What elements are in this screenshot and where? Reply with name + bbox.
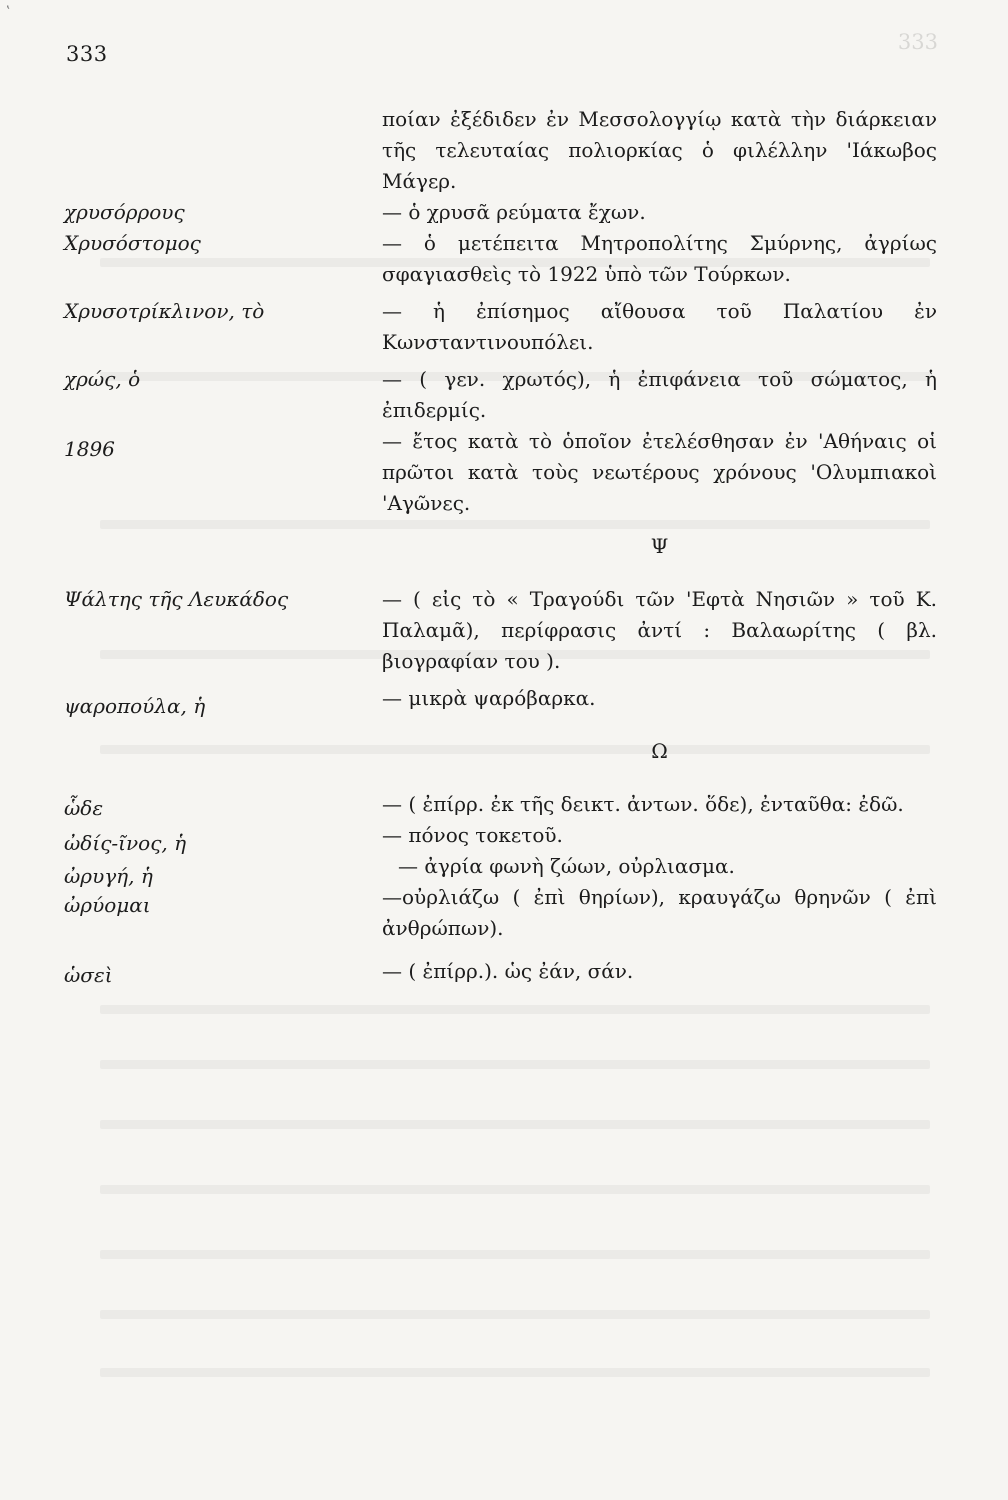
term: ὡσεὶ [64, 963, 113, 987]
glossary-entry [0, 426, 1008, 519]
glossary-entry [0, 683, 1008, 718]
term: χρώς, ὁ [64, 367, 141, 391]
glossary-entry-continuation [0, 104, 1008, 197]
glossary-entry [0, 789, 1008, 820]
show-through-line [100, 1310, 930, 1319]
definition: — ( γεν. χρωτός), ἡ ἐπιφάνεια τοῦ σώματος, ἡ ἐπιδερμίς. [382, 367, 937, 422]
section-letter-psi: Ψ [650, 534, 669, 558]
corner-mark: ‛ [6, 4, 11, 20]
show-through-line [100, 1368, 930, 1377]
definition: — ἔτος κατὰ τὸ ὁποῖον ἐτελέσθησαν ἐν 'Αθήναις οἱ πρῶτοι κατὰ τοὺς νεωτέρους χρόνους 'Ολυμπιακοὶ 'Αγῶνες. [382, 429, 937, 515]
definition: — ( εἰς τὸ « Τραγούδι τῶν 'Εφτὰ Νησιῶν » τοῦ Κ. Παλαμᾶ), περίφρασις ἀντί : Βαλαωρίτης ( βλ. βιογραφίαν του ). [382, 587, 937, 673]
definition: — ἀγρία φωνὴ ζώων, οὐρλιασμα. [398, 854, 735, 878]
term: 1896 [64, 437, 115, 461]
glossary-entry [0, 851, 1008, 888]
glossary-entry [0, 956, 1008, 987]
term: ὠρυγή, ἡ [64, 864, 153, 888]
glossary-content [0, 104, 1008, 987]
definition: — μικρὰ ψαρόβαρκα. [382, 686, 596, 710]
show-through-line [100, 1250, 930, 1259]
definition: — ( ἐπίρρ. ἐκ τῆς δεικτ. ἀντων. ὅδε), ἐνταῦθα: ἐδῶ. [382, 792, 904, 816]
term: Χρυσόστομος [64, 231, 201, 255]
show-through-line [100, 1185, 930, 1194]
definition: —οὐρλιάζω ( ἐπὶ θηρίων), κραυγάζω θρηνῶν ( ἐπὶ ἀνθρώπων). [382, 885, 937, 940]
glossary-entry [0, 584, 1008, 677]
glossary-entry [0, 882, 1008, 944]
show-through-line [100, 1060, 930, 1069]
term: ὠδίς-ῖνος, ἡ [64, 831, 187, 855]
glossary-entry [0, 228, 1008, 290]
definition: — πόνος τοκετοῦ. [382, 823, 563, 847]
show-through-line [100, 1120, 930, 1129]
term: χρυσόρρους [64, 200, 185, 224]
definition: ποίαν ἐξέδιδεν ἐν Μεσσολογγίῳ κατὰ τὴν διάρκειαν τῆς τελευταίας πολιορκίας ὁ φιλέλλην 'Ιάκωβος Μάγερ. [382, 107, 937, 193]
section-letter-omega: Ω [651, 739, 668, 763]
glossary-entry [0, 820, 1008, 855]
term: ὠρύομαι [64, 893, 151, 917]
term: ὧδε [64, 796, 104, 820]
glossary-entry [0, 296, 1008, 358]
term: Χρυσοτρίκλινον, τὸ [64, 299, 265, 323]
definition: — ὁ μετέπειτα Μητροπολίτης Σμύρνης, ἀγρίως σφαγιασθεὶς τὸ 1922 ὑπὸ τῶν Τούρκων. [382, 231, 937, 286]
glossary-entry [0, 197, 1008, 228]
term: Ψάλτης τῆς Λευκάδος [64, 587, 289, 611]
show-through-line [100, 1005, 930, 1014]
definition: — ὁ χρυσᾶ ρεύματα ἔχων. [382, 200, 646, 224]
glossary-entry [0, 364, 1008, 426]
show-through-page-number: 333 [897, 30, 938, 54]
definition: — ἡ ἐπίσημος αἴθουσα τοῦ Παλατίου ἐν Κωνσταντινουπόλει. [382, 299, 937, 354]
term: ψαροπούλα, ἡ [64, 694, 206, 718]
definition: — ( ἐπίρρ.). ὡς ἐάν, σάν. [382, 959, 634, 983]
page-number: 333 [66, 42, 108, 66]
